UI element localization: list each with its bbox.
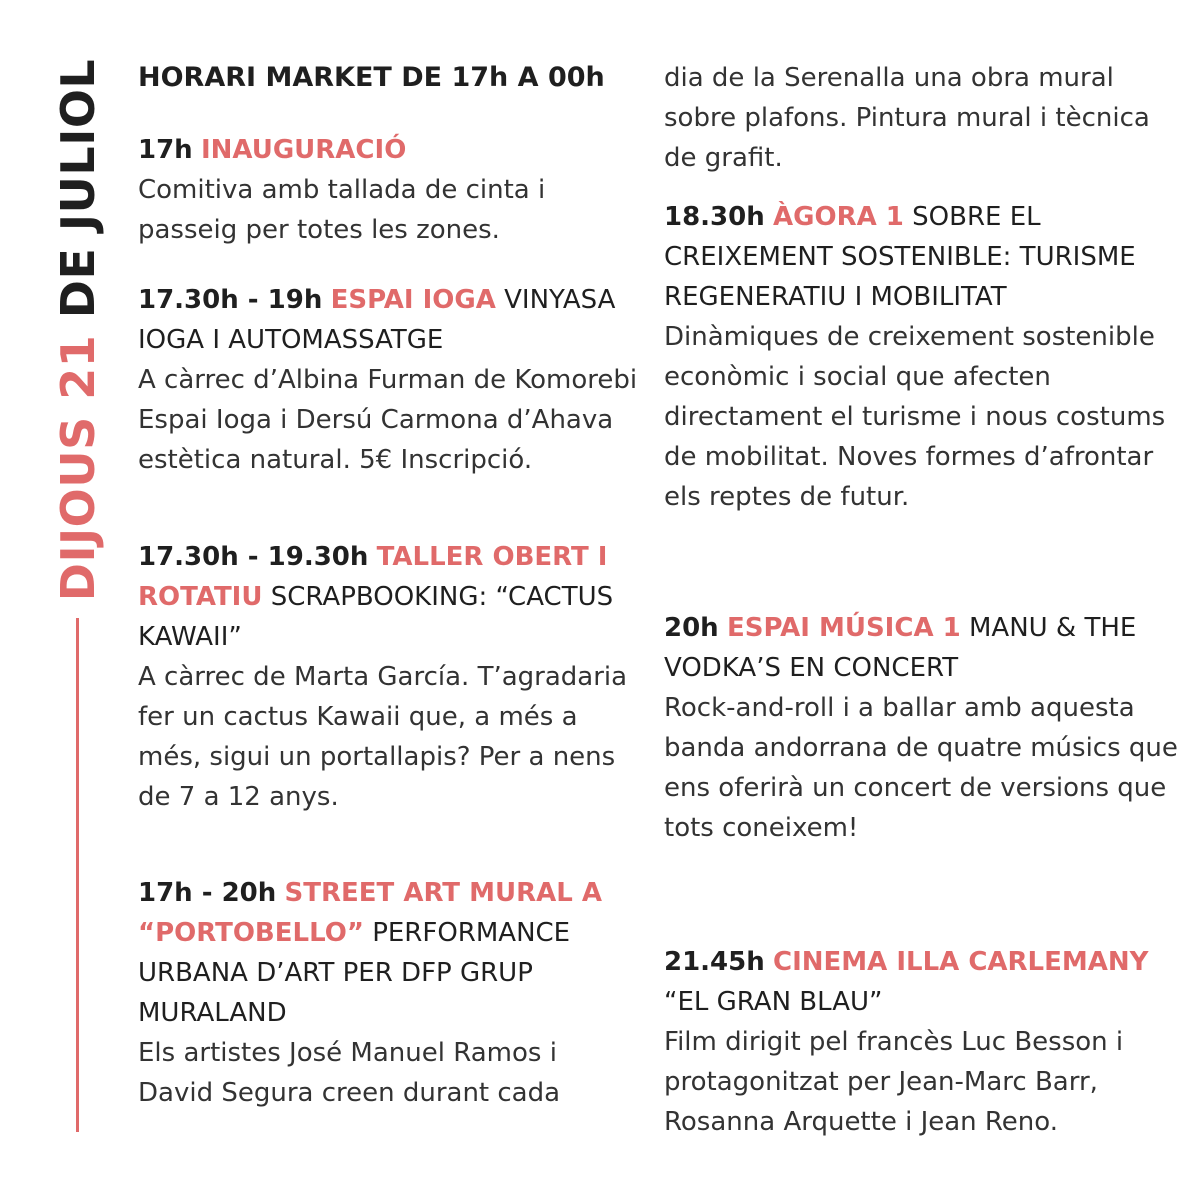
event-time: 17h - 20h — [138, 878, 277, 908]
event-time: 17.30h - 19.30h — [138, 542, 369, 572]
event-street-art — [138, 873, 638, 1113]
accent-divider — [76, 618, 79, 1132]
event-name: SCRAPBOOKING: “CACTUS KAWAII” — [138, 582, 614, 652]
event-description: A càrrec de Marta García. T’agradaria fer un cactus Kawaii que, a més a més, sigui un portallapis? Per a nens de 7 a 12 anys. — [138, 662, 628, 812]
event-cinema — [664, 942, 1184, 1142]
event-description-continued: dia de la Serenalla una obra mural sobre plafons. Pintura mural i tècnica de grafit. — [664, 63, 1150, 173]
event-venue: CINEMA ILLA CARLEMANY — [773, 947, 1149, 977]
event-espai-musica — [664, 608, 1184, 848]
event-venue: INAUGURACIÓ — [200, 135, 407, 165]
event-name: “EL GRAN BLAU” — [664, 987, 883, 1017]
date-day: DIJOUS 21 — [51, 334, 105, 602]
date-month: DE JULIOL — [51, 58, 105, 319]
event-venue: ÀGORA 1 — [773, 202, 904, 232]
event-venue: STREET ART MURAL A “PORTOBELLO” — [138, 878, 602, 948]
date-label — [51, 58, 105, 602]
event-venue: TALLER OBERT I ROTATIU — [138, 542, 608, 612]
event-description: A càrrec d’Albina Furman de Komorebi Espai Ioga i Dersú Carmona d’Ahava estètica natural. 5€ Inscripció. — [138, 365, 638, 475]
event-time: 18.30h — [664, 202, 765, 232]
event-taller-obert — [138, 537, 638, 817]
event-venue: ESPAI IOGA — [330, 285, 496, 315]
event-street-art-continued — [664, 58, 1184, 178]
event-description: Rock-and-roll i a ballar amb aquesta banda andorrana de quatre músics que ens oferirà un concert de versions que tots coneixem! — [664, 693, 1178, 843]
event-name: SOBRE EL CREIXEMENT SOSTENIBLE: TURISME REGENERATIU I MOBILITAT — [664, 202, 1136, 312]
event-espai-ioga — [138, 280, 638, 480]
event-time: 17.30h - 19h — [138, 285, 323, 315]
event-venue: ESPAI MÚSICA 1 — [726, 613, 961, 643]
event-description: Dinàmiques de creixement sostenible econòmic i social que afecten directament el turisme i nous costums de mobilitat. Noves formes d’afrontar els reptes de futur. — [664, 322, 1166, 512]
event-inauguracio — [138, 130, 638, 250]
event-name: VINYASA IOGA I AUTOMASSATGE — [138, 285, 616, 355]
event-time: 17h — [138, 135, 193, 165]
event-time: 21.45h — [664, 947, 765, 977]
event-name: PERFORMANCE URBANA D’ART PER DFP GRUP MURALAND — [138, 918, 571, 1028]
page-title: HORARI MARKET DE 17h A 00h — [138, 62, 605, 93]
event-description: Els artistes José Manuel Ramos i David Segura creen durant cada — [138, 1038, 561, 1108]
event-agora — [664, 197, 1184, 517]
event-time: 20h — [664, 613, 719, 643]
event-description: Comitiva amb tallada de cinta i passeig per totes les zones. — [138, 175, 546, 245]
event-description: Film dirigit pel francès Luc Besson i protagonitzat per Jean-Marc Barr, Rosanna Arquette i Jean Reno. — [664, 1027, 1124, 1137]
event-name: MANU & THE VODKA’S EN CONCERT — [664, 613, 1137, 683]
